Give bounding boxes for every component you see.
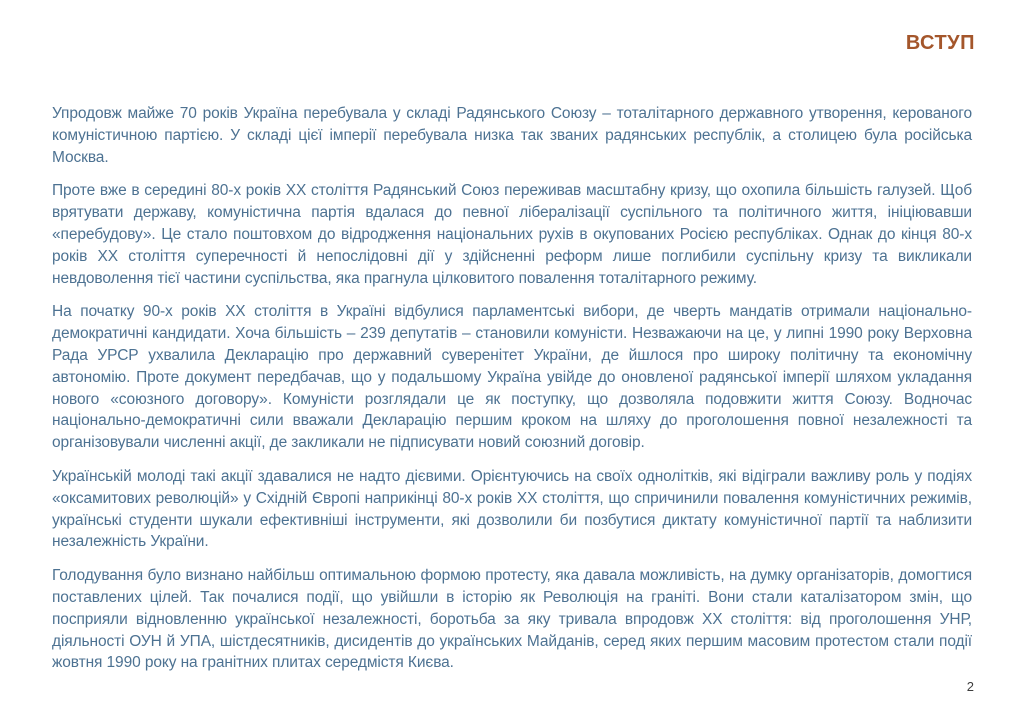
paragraph-elections-declaration: На початку 90-х років ХХ століття в Україні відбулися парламентські вибори, де чверть мандатів отримали національно-демократичні кандидати. Хоча більшість – 239 депутатів – становили комуністи. Незважаючи на це, у липні 1990 року Верховна Рада УРСР ухвалила Декларацію про державний суверенітет України, де йшлося про широку політичну та економічну автономію. Проте документ передбачав, що у подальшому Україна увійде до оновленої радянської імперії шляхом укладання нового «союзного договору». Комуністи розглядали це як поступку, що дозволяла подовжити життя Союзу. Водночас національно-демократичні сили вважали Декларацію першим кроком на шляху до проголошення повної незалежності та організовували численні акції, де закликали не підписувати новий союзний договір. <box>52 303 972 452</box>
paragraph-youth-students: Українській молоді такі акції здавалися не надто дієвими. Орієнтуючись на своїх однолітків, які відіграли важливу роль у подіях «оксамитових революцій» у Східній Європі наприкінці 80-х років ХХ століття, що спричинили повалення комуністичних режимів, українські студенти шукали ефективніші інструменти, які дозволили би позбутися диктату комуністичної партії та наблизити незалежність України. <box>52 467 972 551</box>
paragraph-crisis-perebudova: Проте вже в середині 80-х років ХХ століття Радянський Союз переживав масштабну кризу, що охопила більшість галузей. Щоб врятувати державу, комуністична партія вдалася до певної лібералізації суспільного та політичного життя, ініціювавши «перебудову». Це стало поштовхом до відродження національних рухів в окупованих Росією республіках. Однак до кінця 80-х років ХХ століття суперечності й непослідовні дії у здійсненні реформ лише поглибили суспільну кризу та викликали невдоволення тієї частини суспільства, яка прагнула цілковитого повалення тоталітарного режиму. <box>52 182 972 287</box>
page-number: 2 <box>966 679 974 694</box>
paragraph-intro-soviet-union: Упродовж майже 70 років Україна перебувала у складі Радянського Союзу – тоталітарного державного утворення, керованого комуністичною партією. У складі цієї імперії перебувала низка так званих радянських республік, а столицею була російська Москва. <box>52 105 972 166</box>
paragraph-hunger-strike-revolution: Голодування було визнано найбільш оптимальною формою протесту, яка давала можливість, на думку організаторів, домогтися поставлених цілей. Так почалися події, що увійшли в історію як Революція на граніті. Вони стали каталізатором змін, що посприяли відновленню української незалежності, боротьба за яку тривала впродовж ХХ століття: від проголошення УНР, діяльності ОУН й УПА, шістдесятників, дисидентів до українських Майданів, серед яких першим масовим протестом стали події жовтня 1990 року на гранітних плитах середмістя Києва. <box>52 567 972 672</box>
document-body <box>52 103 972 686</box>
page-title: ВСТУП <box>905 32 975 54</box>
